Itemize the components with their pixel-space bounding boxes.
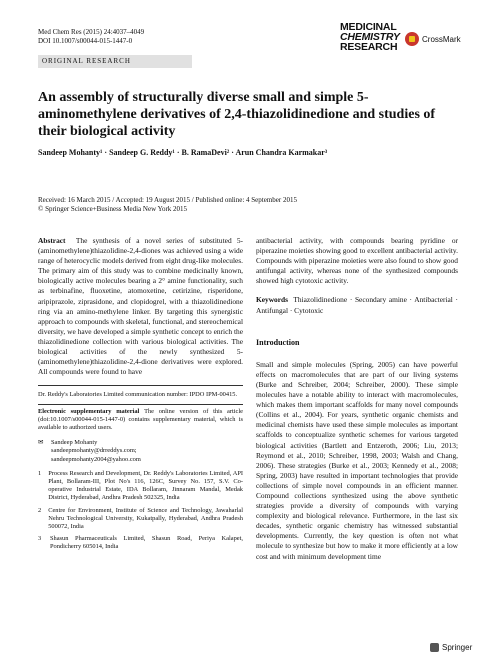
affiliation: 2 Centre for Environment, Institute of Science and Technology, Jawaharlal Nehru Technological University, Kukatpally, Hyderabad, Andhra Pradesh 500072, India [38,506,243,530]
correspondence-name: Sandeep Mohanty [51,439,98,447]
envelope-icon: ✉ [38,439,44,447]
esm-label: Electronic supplementary material [38,407,140,415]
introduction-heading: Introduction [256,337,300,347]
supplementary-note: Electronic supplementary material The online version of this article (doi:10.1007/s00044-015-1447-0) contains supplementary material, which is available to authorized users. [38,407,244,431]
copyright-line: © Springer Science+Business Media New York 2015 [38,205,188,213]
abstract-continued: antibacterial activity, with compounds bearing pyridine or piperazine moieties showing good to excellent antibacterial activity. Compounds with piperazine moieties were also found to show good antifungal activity, whereas none of the synthesized compounds showed high cytotoxic activity. [256,236,458,286]
doi-line[interactable]: DOI 10.1007/s00044-015-1447-0 [38,37,133,45]
crossmark-icon [405,32,419,46]
correspondence-email[interactable]: sandeepmohanty2004@yahoo.com [51,455,141,463]
crossmark-badge[interactable]: CrossMark [405,32,461,46]
communication-note: Dr. Reddy's Laboratories Limited communication number: IPDO IPM-00415. [38,391,238,399]
publisher-footer: Springer [430,643,472,652]
article-type-banner: ORIGINAL RESEARCH [38,55,192,68]
right-column [256,236,458,562]
journal-header [38,28,144,46]
author-list: Sandeep Mohanty¹ · Sandeep G. Reddy¹ · B. RamaDevi² · Arun Chandra Karmakar³ [38,148,328,157]
correspondence-block [38,439,243,464]
keywords: Keywords Thiazolidinedione · Secondary amine · Antibacterial · Antifungal · Cytotoxic [256,295,458,315]
abstract-label: Abstract [38,236,66,245]
keywords-label: Keywords [256,295,289,305]
journal-citation: Med Chem Res (2015) 24:4037–4049 [38,28,145,36]
publication-dates [38,196,458,214]
affiliation: 1 Process Research and Development, Dr. Reddy's Laboratories Limited, API Plant, Bollaram-III, Plot No's 116, 126C, Survey No. 157, S.V. Co-operative Industrial Estate, IDA Bollaram, Jinnaram Mandal, Medak District, Hyderabad, Andhra Pradesh 502325, India [38,469,243,502]
left-column [38,236,243,552]
dates-line: Received: 16 March 2015 / Accepted: 19 August 2015 / Published online: 4 September 2015 [38,196,297,204]
divider [38,404,243,405]
article-title: An assembly of structurally diverse small and simple 5-aminomethylene derivatives of 2,4-thiazolidinedione and studies of their biological activity [38,90,436,139]
divider [38,385,243,386]
springer-logo-icon [430,643,439,652]
abstract-text: The synthesis of a novel series of substituted 5-(aminomethylene)thiazolidine-2,4-diones was achieved using a wide range of heterocyclic models derived from eight drug-like molecules. The primary aim of this study was to combine medicinally known, biologically active molecules bearing a 2° amine functionality, such as terbinafine, fluoxetine, atomoxetine, cetirizine, risperidone, aripiprazole, ziprasidone, and clopidogrel, with a thiazolidinedione ring via an amino-methylene linker. By targeting this synergistic approach to compounds with skeletal, functional, and stereochemical diversity, we have developed a simple synthetic concept to enrich the thiazolidinedione collection with various biological activities. The biological activities of the newly synthesized 5-(aminomethylene)thiazolidine-2,4-dione derivatives were explored. All compounds were found to have [38,236,244,377]
abstract [38,236,243,377]
affiliation: 3 Shasun Pharmaceuticals Limited, Shasun Road, Periya Kalapet, Pondicherry 605014, India [38,535,243,551]
correspondence-email[interactable]: sandeepmohanty@drreddys.com; [51,447,137,455]
journal-logo: MEDICINAL CHEMISTRY RESEARCH [340,21,400,53]
introduction-text: Small and simple molecules (Spring, 2005) can have powerful effects on macromolecules that are part of our living systems (Burke and Schreiber, 2004; Schreiber, 2000). These simple molecules have a notable ability to interact with macromolecules, which makes them important scaffolds for many novel compounds (Collins et al., 2004). For years, synthetic organic chemists and medicinal chemists have used these simple molecules as important scaffolds to conceptualize synthetic schemes for various targeted biological activities (Bartlett and Entzeroth, 2006; Liu, 2013; Reymond et al., 2010; Schreiber, 1998, 2003; Walsh and Chang, 2006). These strategies (Burke et al., 2003; Kennedy et al., 2008; Spring, 2003) have resulted in important technologies that provide collections of simple novel compounds in an efficient manner. Compound collections synthesized using the above synthetic strategies provide a diversity of compounds with varying complexity and biological relevance. Furthermore, in the last six decades, synthetic organic chemistry has witnessed substantial developments. Currently, the key question is often not what molecule to synthesize but how to make it more efficiently at a low cost and with minimum development time [256,359,458,561]
